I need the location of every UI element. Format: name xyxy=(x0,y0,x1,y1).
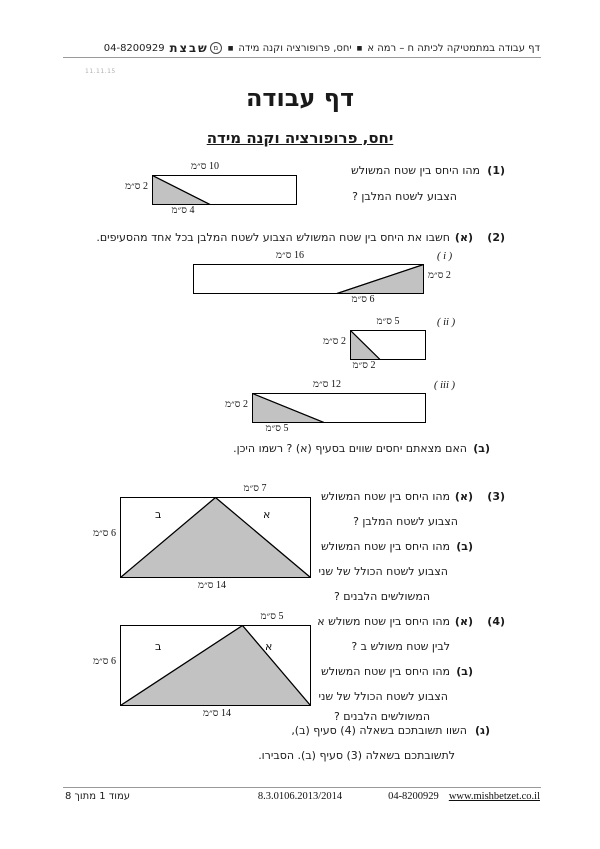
q1-line2: הצבוע לשטח המלבן ? xyxy=(352,190,457,203)
q4-region-a: א xyxy=(265,640,273,653)
q3-shaded-triangle xyxy=(121,498,311,578)
q4-fig-base-dim: 14 ס״מ xyxy=(203,708,231,719)
q3-region-b: ב xyxy=(155,508,162,521)
q1-fig-base-dim: 4 ס״מ xyxy=(171,205,195,216)
q2-fig-ii-top-dim: 5 ס״מ xyxy=(376,316,400,327)
page-header xyxy=(104,41,540,55)
q4-a-line2: לבין שטח משולש ב ? xyxy=(351,640,450,653)
brand-mark-icon: מ xyxy=(210,42,222,54)
page-title: דף עבודה xyxy=(245,84,355,112)
q1-number: (1) xyxy=(487,164,505,177)
q3-a-marker: (א) xyxy=(454,490,473,503)
q4-b-marker: (ב) xyxy=(456,665,473,678)
q3-a-line1: מהו היחס בין שטח המשולש xyxy=(320,490,450,503)
q2-figure-ii xyxy=(350,330,426,360)
q4-c-line2: לתשובתכם בשאלה (3) סעיף (ב). הסבירו. xyxy=(258,749,455,762)
header-rule xyxy=(63,57,541,58)
date-stamp: 11.11.15 xyxy=(85,68,116,75)
footer-website-link[interactable]: www.mishbetzet.co.il xyxy=(448,791,540,802)
q4-fig-top-dim: 5 ס״מ xyxy=(260,611,284,622)
q3-fig-side-dim: 6 ס״מ xyxy=(93,528,116,539)
brand-name: שבצת xyxy=(169,41,209,55)
footer-phone: 04-8200929 xyxy=(388,791,439,802)
footer-rule xyxy=(63,787,541,788)
q4-figure xyxy=(120,625,311,707)
q2-a-text: חשבו את היחס בין שטח המשולש הצבוע לשטח המלבן בכל אחד מהסעיפים. xyxy=(96,231,450,244)
q2-fig-ii-label: ( ii ) xyxy=(437,317,456,328)
q4-c-line1: השוו תשובתכם בשאלה (4) סעיף (ב), xyxy=(291,724,467,737)
footer-page-number: עמוד 1 מתוך 8 xyxy=(65,791,130,802)
q1-figure xyxy=(152,175,297,205)
q3-figure xyxy=(120,497,311,579)
header-phone: 04-8200929 xyxy=(103,42,165,54)
q2-fig-i-top-dim: 16 ס״מ xyxy=(276,250,304,261)
header-topic: יחס, פרופורציה וקנה מידה xyxy=(238,42,352,54)
q2-fig-iii-base-dim: 5 ס״מ xyxy=(265,423,289,434)
q4-c-marker: (ג) xyxy=(475,724,490,737)
q3-number: (3) xyxy=(487,490,505,503)
q1-line1: מהו היחס בין שטח המשולש xyxy=(350,164,480,177)
q2-fig-iii-top-dim: 12 ס״מ xyxy=(313,379,341,390)
q2-fig-iii-side-dim: 2 ס״מ xyxy=(225,399,248,410)
q4-fig-side-dim: 6 ס״מ xyxy=(93,656,116,667)
q2-b-marker: (ב) xyxy=(473,442,490,455)
q3-b-marker: (ב) xyxy=(456,540,473,553)
footer-contact xyxy=(388,791,540,802)
q2-fig-ii-base-dim: 2 ס״מ xyxy=(352,360,376,371)
q2-fig-i-base-dim: 6 ס״מ xyxy=(351,294,375,305)
q2-number: (2) xyxy=(487,231,505,244)
q3-b-line2: הצבוע לשטח הכולל של שני xyxy=(318,565,448,578)
q2-fig-ii-side-dim: 2 ס״מ xyxy=(323,336,346,347)
q3-fig-top-dim: 7 ס״מ xyxy=(243,483,267,494)
q3-fig-base-dim: 14 ס״מ xyxy=(198,580,226,591)
q3-b-line1: מהו היחס בין שטח המשולש xyxy=(320,540,450,553)
q4-number: (4) xyxy=(487,615,505,628)
square-bullet-icon: ■ xyxy=(356,44,363,52)
q2-fig-iii-label: ( iii ) xyxy=(434,380,455,391)
brand-logo xyxy=(170,41,223,55)
header-course-line: דף עבודה במתמטיקה לכיתה ח – רמה א xyxy=(367,42,540,54)
q3-a-line2: הצבוע לשטח המלבן ? xyxy=(353,515,458,528)
page-subtitle: יחס, פרופורציה וקנה מידה xyxy=(206,129,394,147)
q4-b-line3: המשולשים הלבנים ? xyxy=(333,710,430,723)
q4-region-b: ב xyxy=(155,640,162,653)
q2-figure-iii xyxy=(252,393,426,423)
q4-a-marker: (א) xyxy=(454,615,473,628)
footer-doc-code: 8.3.0106.2013/2014 xyxy=(257,791,343,802)
q4-shaded-triangle xyxy=(121,626,311,706)
q2-fig-i-side-dim: 2 ס״מ xyxy=(428,270,451,281)
q2-figure-i xyxy=(193,264,424,294)
q2-fig-i-label: ( i ) xyxy=(437,251,453,262)
q4-b-line2: הצבוע לשטח הכולל של שני xyxy=(318,690,448,703)
q2-b-text: האם מצאתם יחסים שווים בסעיף (א) ? רשמו היכן. xyxy=(233,442,467,455)
q1-fig-side-dim: 2 ס״מ xyxy=(125,181,148,192)
q3-b-line3: המשולשים הלבנים ? xyxy=(333,590,430,603)
q3-region-a: א xyxy=(263,508,271,521)
q1-fig-top-dim: 10 ס״מ xyxy=(191,161,219,172)
q4-b-line1: מהו היחס בין שטח המשולש xyxy=(320,665,450,678)
q4-a-line1: מהו היחס בין שטח משולש א xyxy=(317,615,450,628)
q2-a-marker: (א) xyxy=(454,231,473,244)
square-bullet-icon: ■ xyxy=(227,44,234,52)
